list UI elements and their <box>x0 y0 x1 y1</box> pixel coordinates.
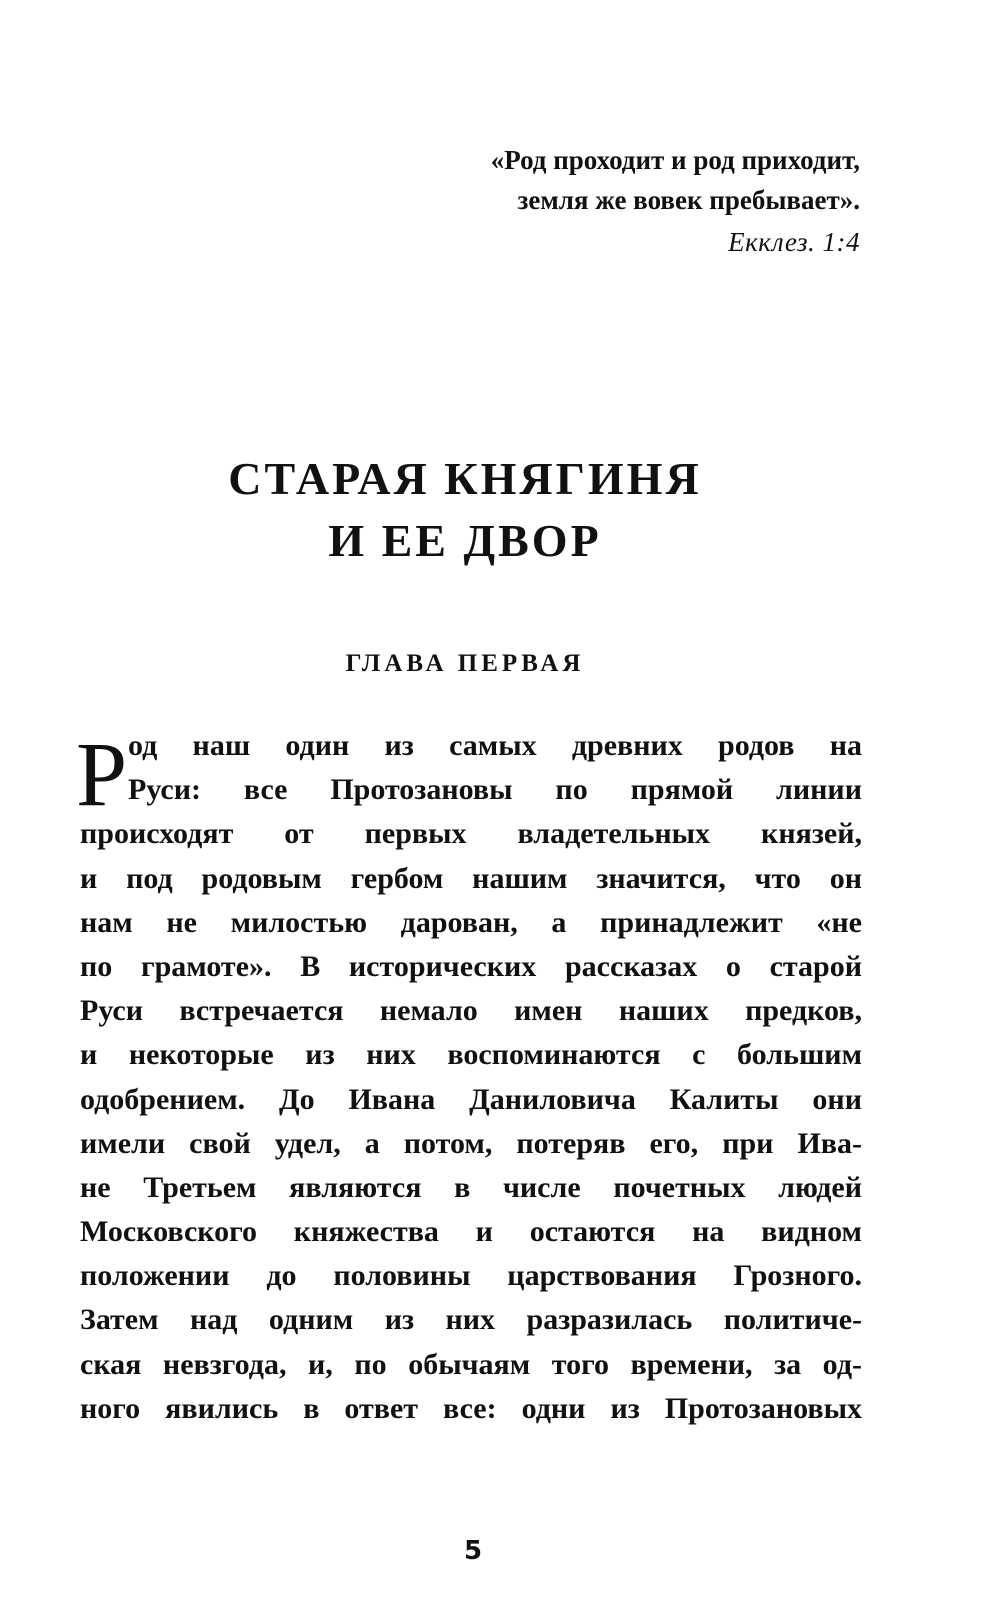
body-text <box>76 723 862 1431</box>
text-line: положении до половины царствования Грозного. <box>80 1259 862 1293</box>
text-line: и под родовым гербом нашим значится, что он <box>80 861 862 895</box>
part-title-line-1: СТАРАЯ КНЯГИНЯ <box>228 453 702 504</box>
text-line: ного явились в ответ все: одни из Протозановых <box>80 1391 862 1425</box>
page-number: 5 <box>463 1536 483 1566</box>
text-line: по грамоте». В исторических рассказах о старой <box>80 949 862 983</box>
text-line: Затем над одним из них разразилась политиче- <box>80 1303 862 1337</box>
text-line: од наш один из самых древних родов на <box>128 729 862 762</box>
chapter-heading: ГЛАВА ПЕРВАЯ <box>345 650 585 677</box>
epigraph-source: Екклез. 1:4 <box>728 227 860 257</box>
text-line: нам не милостью дарован, а принадлежит «не <box>80 905 862 939</box>
part-title <box>0 448 930 572</box>
text-line: Руси: все Протозановы по прямой линии <box>128 773 862 807</box>
drop-cap: Р <box>76 723 128 825</box>
epigraph-line-1: «Род проходит и род приходит, <box>490 145 860 175</box>
text-line: и некоторые из них воспоминаются с большим <box>80 1038 862 1072</box>
epigraph-line-2: земля же вовек пребывает». <box>517 185 860 215</box>
epigraph <box>491 140 860 262</box>
text-line: ская невзгода, и, по обычаям того времени, за од- <box>80 1347 862 1381</box>
text-line: Руси встречается немало имен наших предков, <box>80 994 862 1028</box>
text-line: имели свой удел, а потом, потеряв его, при Ива- <box>80 1126 862 1160</box>
text-line: Московского княжества и остаются на видном <box>80 1215 862 1249</box>
text-line: происходят от первых владетельных князей, <box>80 817 862 851</box>
text-line: одобрением. До Ивана Даниловича Калиты они <box>80 1082 862 1116</box>
part-title-line-2: И ЕЕ ДВОР <box>328 515 602 566</box>
text-line: не Третьем являются в числе почетных людей <box>80 1170 862 1204</box>
